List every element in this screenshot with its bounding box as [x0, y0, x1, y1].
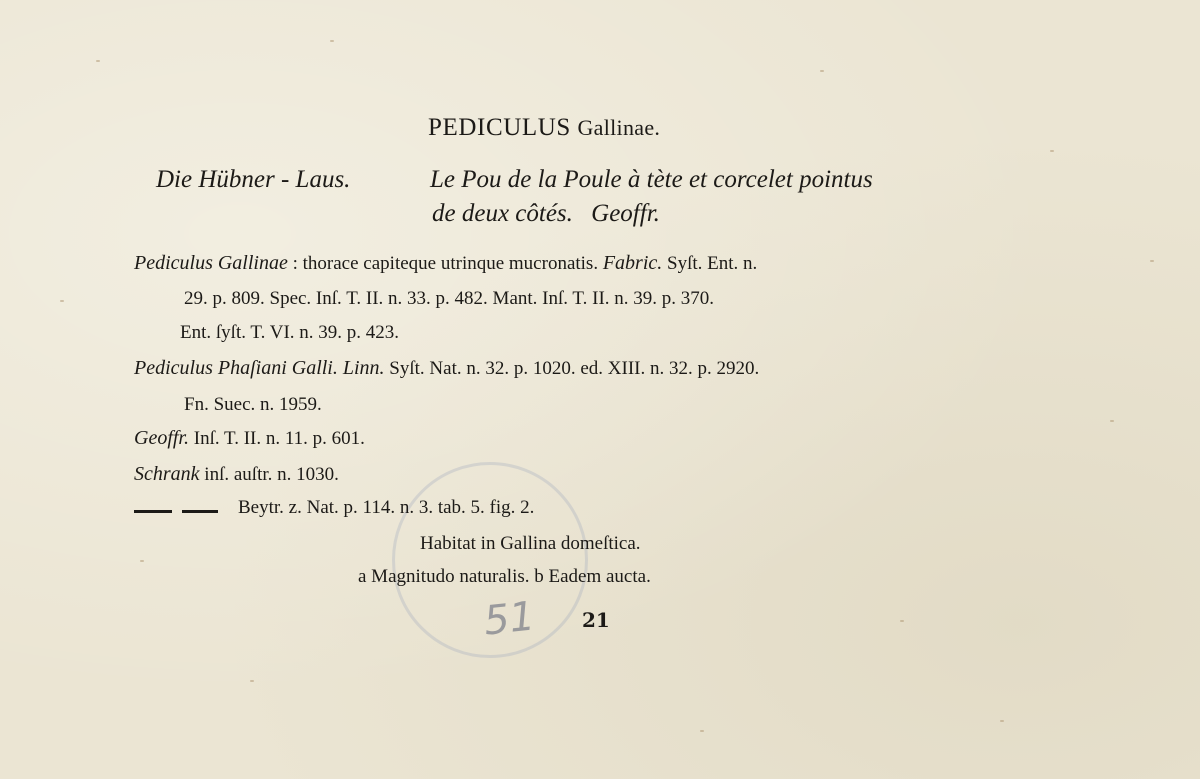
synonym-ref: inſ. auſtr. n. 1030.: [199, 464, 339, 485]
synonym-continuation: 29. p. 809. Spec. Inſ. T. II. n. 33. p. 482. Mant. Inſ. T. II. n. 39. p. 370.: [184, 288, 715, 309]
common-name-author: Geoffr.: [591, 200, 660, 227]
synonym-entry: [134, 427, 365, 450]
synonym-continuation: Beytr. z. Nat. p. 114. n. 3. tab. 5. fig. 2.: [238, 497, 535, 518]
synonym-entry: [134, 357, 759, 380]
page-number: 21: [582, 608, 610, 632]
ditto-dash: [134, 510, 172, 513]
synonym-entry: [134, 463, 339, 486]
french-common-name-cont: de deux côtés.: [432, 200, 573, 227]
german-common-name: Die Hübner - Laus.: [156, 166, 351, 193]
synonym-taxon: Pediculus Phaſiani Galli. Linn.: [134, 357, 385, 379]
synonym-continuation: Fn. Suec. n. 1959.: [184, 394, 322, 415]
habitat-line: Habitat in Gallina domeſtica.: [420, 533, 641, 554]
synonym-taxon: Pediculus Gallinae: [134, 252, 288, 274]
synonym-author: Schrank: [134, 463, 200, 485]
species-title: [428, 114, 660, 142]
figure-legend: a Magnitudo naturalis. b Eadem aucta.: [358, 566, 651, 587]
synonym-text: : thorace capiteque utrinque mucronatis.: [287, 253, 603, 274]
french-common-name-line2: [432, 200, 660, 228]
genus-name: PEDICULUS: [428, 114, 571, 141]
synonym-author: Fabric.: [602, 252, 663, 274]
synonym-ref: Syſt. Nat. n. 32. p. 1020. ed. XIII. n. 32. p. 2920.: [384, 358, 760, 379]
ditto-dash: [182, 510, 218, 513]
synonym-entry: [134, 252, 757, 275]
synonym-continuation: Ent. ſyſt. T. VI. n. 39. p. 423.: [180, 322, 400, 343]
french-common-name-line1: Le Pou de la Poule à tète et corcelet pointus: [430, 166, 873, 193]
synonym-ref: Inſ. T. II. n. 11. p. 601.: [189, 428, 365, 449]
species-name: Gallinae.: [577, 115, 661, 140]
stamp-number: 51: [481, 593, 538, 645]
synonym-author: Geoffr.: [134, 427, 189, 449]
synonym-ref: Syſt. Ent. n.: [662, 253, 758, 274]
